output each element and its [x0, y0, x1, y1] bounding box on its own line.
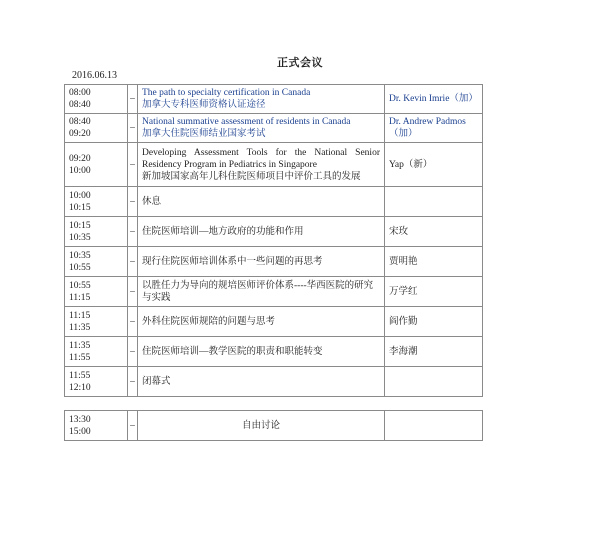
table-row — [65, 277, 483, 307]
time-dash: – — [130, 226, 135, 237]
end-time: 15:00 — [69, 426, 91, 437]
start-time: 10:55 — [69, 280, 91, 291]
time-dash: – — [130, 420, 135, 431]
afternoon-schedule-table — [64, 410, 483, 441]
page-title: 正式会议 — [277, 56, 323, 69]
end-time: 08:40 — [69, 100, 91, 110]
speaker-name: Dr. Kevin Imrie（加） — [389, 94, 478, 104]
topic-chinese: 自由讨论 — [241, 420, 280, 431]
topic-chinese: 现行住院医师培训体系中一些问题的再思考 — [142, 256, 323, 267]
start-time: 13:30 — [69, 414, 91, 425]
time-dash: – — [130, 376, 135, 387]
end-time: 10:35 — [69, 232, 91, 243]
topic-chinese: 住院医师培训—教学医院的职责和职能转变 — [142, 346, 323, 357]
end-time: 09:20 — [69, 129, 91, 139]
time-dash: – — [130, 123, 135, 133]
topic-chinese: 加拿大专科医师资格认证途径 — [142, 100, 266, 110]
topic-english: Developing Assessment Tools for the National Senior Residency Program in Pediatrics in Singapore — [142, 147, 380, 170]
start-time: 10:15 — [69, 220, 91, 231]
time-dash: – — [130, 316, 135, 327]
end-time: 11:15 — [69, 292, 91, 303]
time-dash: – — [130, 256, 135, 267]
topic-chinese: 以胜任力为导向的规培医师评价体系----华西医院的研究与实践 — [142, 280, 374, 303]
table-row — [65, 411, 483, 441]
end-time: 10:15 — [69, 202, 91, 213]
start-time: 10:35 — [69, 250, 91, 261]
topic-chinese: 新加坡国家高年儿科住院医师项目中评价工具的发展 — [142, 171, 361, 182]
start-time: 08:00 — [69, 88, 91, 98]
table-row — [65, 367, 483, 397]
start-time: 09:20 — [69, 153, 91, 164]
meeting-date: 2016.06.13 — [72, 70, 117, 81]
topic-chinese: 休息 — [142, 196, 162, 207]
start-time: 08:40 — [69, 117, 91, 127]
table-row — [65, 247, 483, 277]
speaker-name: 宋玫 — [389, 226, 409, 237]
speaker-name: Dr. Andrew Padmos（加） — [389, 117, 466, 139]
time-dash: – — [130, 159, 135, 170]
topic-chinese: 外科住院医师规陪的问题与思考 — [142, 316, 276, 327]
table-row — [65, 114, 483, 143]
table-row — [65, 217, 483, 247]
start-time: 10:00 — [69, 190, 91, 201]
topic-chinese: 住院医师培训—地方政府的功能和作用 — [142, 226, 304, 237]
table-row — [65, 143, 483, 187]
topic-english: The path to specialty certification in Canada — [142, 88, 311, 98]
time-dash: – — [130, 94, 135, 104]
speaker-name: Yap（新） — [389, 159, 433, 170]
speaker-name: 贾明艳 — [389, 256, 418, 267]
start-time: 11:15 — [69, 310, 91, 321]
start-time: 11:35 — [69, 340, 91, 351]
table-row — [65, 187, 483, 217]
end-time: 11:55 — [69, 352, 91, 363]
speaker-name: 阎作勤 — [389, 316, 418, 327]
end-time: 10:55 — [69, 262, 91, 273]
time-dash: – — [130, 286, 135, 297]
topic-english: National summative assessment of residents in Canada — [142, 117, 351, 127]
speaker-name: 万学红 — [389, 286, 418, 297]
end-time: 10:00 — [69, 165, 91, 176]
table-row — [65, 337, 483, 367]
start-time: 11:55 — [69, 370, 91, 381]
time-dash: – — [130, 346, 135, 357]
morning-schedule-table — [64, 84, 483, 397]
topic-chinese: 闭幕式 — [142, 376, 171, 387]
time-dash: – — [130, 196, 135, 207]
speaker-name: 李海潮 — [389, 346, 418, 357]
table-row — [65, 307, 483, 337]
table-row — [65, 85, 483, 114]
topic-chinese: 加拿大住院医师结业国家考试 — [142, 129, 266, 139]
end-time: 12:10 — [69, 382, 91, 393]
end-time: 11:35 — [69, 322, 91, 333]
